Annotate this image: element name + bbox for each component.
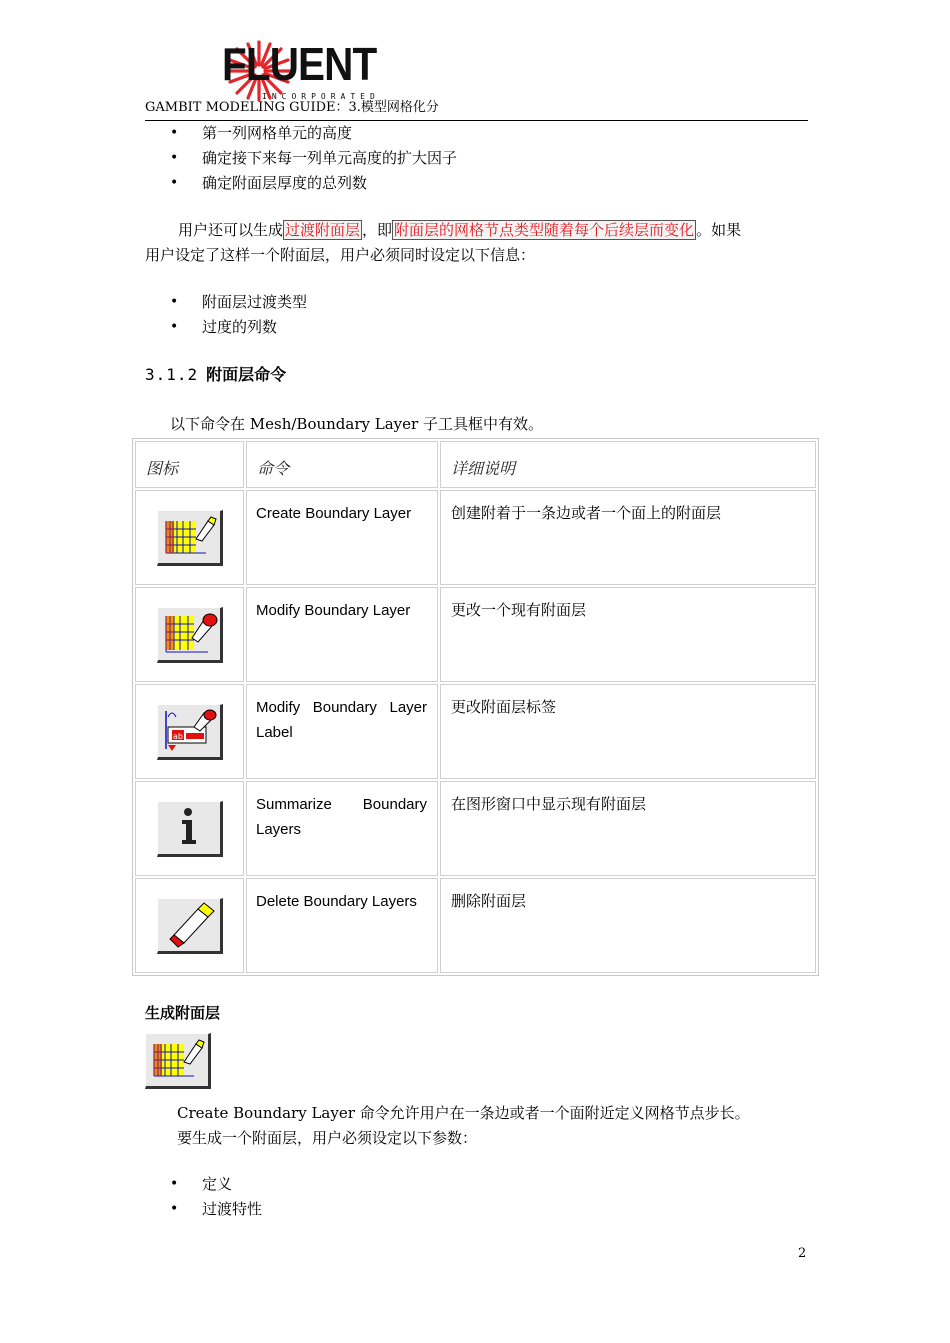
list-item: • 定义 xyxy=(170,1172,262,1197)
svg-text:ab: ab xyxy=(173,732,183,741)
list-item: • 第一列网格单元的高度 xyxy=(170,121,457,146)
create-boundary-layer-icon[interactable] xyxy=(145,1033,211,1089)
paragraph-text: ，即 xyxy=(362,221,393,239)
paragraph-text: 。如果 xyxy=(696,221,742,239)
section-heading xyxy=(145,364,286,386)
create-boundary-layer-icon[interactable] xyxy=(157,510,223,566)
table-cell-description: 更改一个现有附面层 xyxy=(440,587,816,682)
highlight-phrase: 附面层的网格节点类型随着每个后续层而变化 xyxy=(394,221,695,239)
column-header: 命令 xyxy=(246,441,438,488)
bullet-list-mid xyxy=(170,290,307,340)
table-cell-command: Create Boundary Layer xyxy=(246,490,438,585)
list-item: • 确定接下来每一列单元高度的扩大因子 xyxy=(170,146,457,171)
info-icon[interactable] xyxy=(157,801,223,857)
subsection-heading: 生成附面层 xyxy=(145,1004,221,1022)
table-cell-icon xyxy=(135,781,244,876)
list-item: • 附面层过渡类型 xyxy=(170,290,307,315)
table-cell-description: 删除附面层 xyxy=(440,878,816,973)
table-cell-command: Modify Boundary Layer Label xyxy=(246,684,438,779)
description-line: 要生成一个附面层，用户必须设定以下参数： xyxy=(177,1129,478,1147)
table-cell-icon xyxy=(135,684,244,779)
highlight-term: 过渡附面层 xyxy=(285,221,361,239)
description-line: Create Boundary Layer 命令允许用户在一条边或者一个面附近定义网格节点步长。 xyxy=(177,1104,750,1122)
bullet-list-bottom xyxy=(170,1172,262,1222)
table-cell-description: 更改附面层标签 xyxy=(440,684,816,779)
logo-subtitle: INCORPORATED xyxy=(262,92,380,101)
section-number: 3.1.2 xyxy=(145,365,199,384)
running-header: GAMBIT MODELING GUIDE：3.模型网格化分 xyxy=(145,100,439,115)
table-cell-icon xyxy=(135,587,244,682)
table-cell-icon xyxy=(135,490,244,585)
list-item: • 过渡特性 xyxy=(170,1197,262,1222)
bullet-list-top xyxy=(170,121,457,196)
modify-boundary-layer-label-icon[interactable] xyxy=(157,704,223,760)
list-item: • 过度的列数 xyxy=(170,315,307,340)
table-row xyxy=(135,781,816,876)
table-cell-command: Summarize Boundary Layers xyxy=(246,781,438,876)
eraser-icon[interactable] xyxy=(157,898,223,954)
paragraph-text: 用户设定了这样一个附面层，用户必须同时设定以下信息： xyxy=(145,246,536,264)
table-row xyxy=(135,878,816,973)
table-cell-icon xyxy=(135,878,244,973)
table-row xyxy=(135,587,816,682)
table-header-row xyxy=(135,441,816,488)
table-cell-command: Modify Boundary Layer xyxy=(246,587,438,682)
table-row xyxy=(135,684,816,779)
intro-text: 以下命令在 Mesh/Boundary Layer 子工具框中有效。 xyxy=(170,415,543,433)
modify-boundary-layer-icon[interactable] xyxy=(157,607,223,663)
command-table xyxy=(132,438,819,976)
table-cell-command: Delete Boundary Layers xyxy=(246,878,438,973)
table-cell-description: 在图形窗口中显示现有附面层 xyxy=(440,781,816,876)
section-title: 附面层命令 xyxy=(206,365,287,384)
page-number: 2 xyxy=(798,1246,807,1261)
column-header: 详细说明 xyxy=(440,441,816,488)
paragraph xyxy=(145,218,810,268)
table-cell-description: 创建附着于一条边或者一个面上的附面层 xyxy=(440,490,816,585)
paragraph-text: 用户还可以生成 xyxy=(178,221,284,239)
column-header: 图标 xyxy=(135,441,244,488)
list-item: • 确定附面层厚度的总列数 xyxy=(170,171,457,196)
logo-wordmark: FLUENT xyxy=(222,38,377,90)
table-row xyxy=(135,490,816,585)
